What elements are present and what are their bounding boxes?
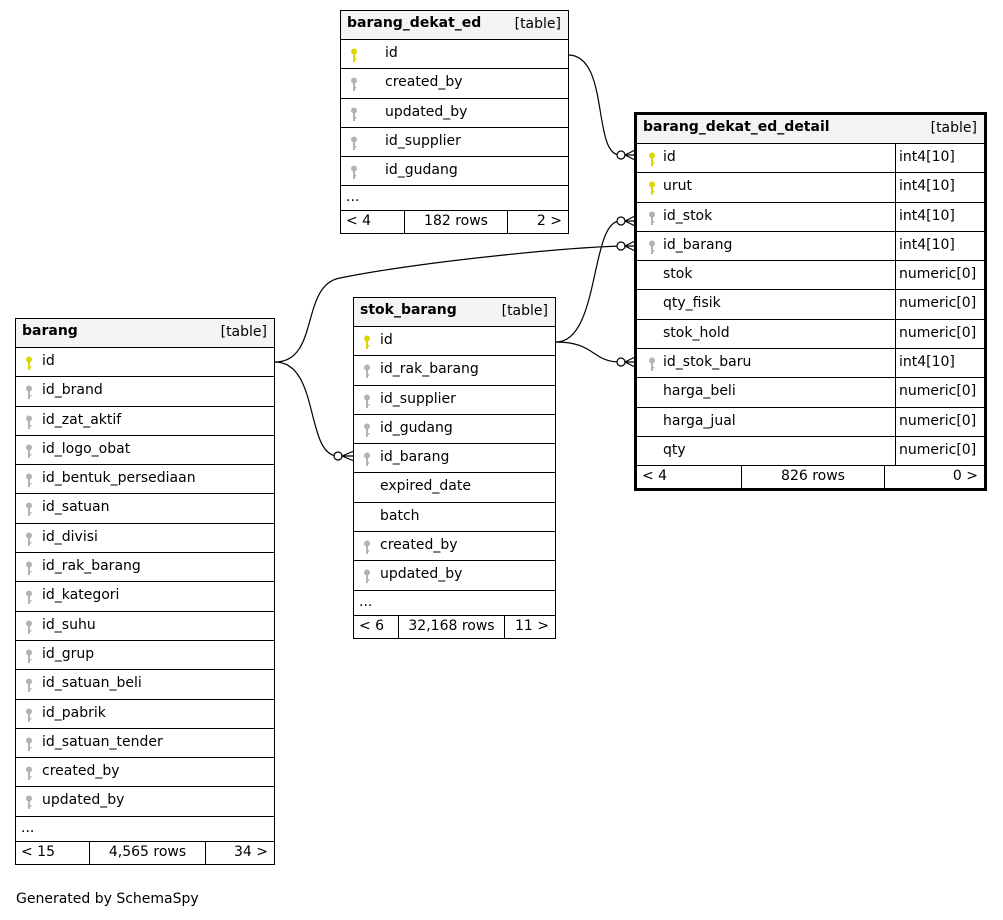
column-name: id_stok <box>663 207 713 224</box>
children-count-text: 11 > <box>515 617 549 634</box>
column-name: id_satuan <box>42 499 110 516</box>
column-row[interactable] <box>354 386 555 415</box>
optional-marker <box>617 151 625 159</box>
parents-count[interactable] <box>341 211 404 233</box>
column-row[interactable] <box>16 407 274 436</box>
foreign-key-icon <box>648 357 656 376</box>
optional-marker <box>617 242 625 250</box>
column-name: harga_beli <box>663 383 736 400</box>
row-count: 826 rows <box>741 466 884 488</box>
column-name: id_satuan_beli <box>42 675 142 692</box>
link-stok-barang-id-to-detail-id-stok <box>556 221 620 342</box>
table-type: [table] <box>514 16 561 32</box>
column-row[interactable] <box>16 787 274 816</box>
column-row[interactable] <box>16 700 274 729</box>
column-name: id_zat_aktif <box>42 411 122 428</box>
parents-count-text: < 6 <box>359 617 385 634</box>
optional-marker <box>334 452 342 460</box>
column-row[interactable] <box>341 69 568 98</box>
column-row[interactable] <box>16 436 274 465</box>
foreign-key-icon <box>25 649 33 668</box>
column-name: stok_hold <box>663 324 730 341</box>
foreign-key-icon <box>25 561 33 580</box>
column-row[interactable] <box>16 670 274 699</box>
column-row[interactable] <box>637 261 984 290</box>
column-name: updated_by <box>380 566 463 583</box>
row-count: 32,168 rows <box>398 616 504 638</box>
column-name: id_rak_barang <box>42 558 141 575</box>
column-name: id_satuan_tender <box>42 733 163 750</box>
column-row[interactable] <box>354 356 555 385</box>
column-name: id_gudang <box>385 162 458 179</box>
column-type: int4[10] <box>895 232 984 260</box>
primary-key-icon <box>648 152 656 171</box>
column-type: numeric[0] <box>895 320 984 348</box>
column-row[interactable] <box>341 40 568 69</box>
column-name: id_supplier <box>385 132 461 149</box>
foreign-key-icon <box>25 444 33 463</box>
column-row[interactable] <box>354 532 555 561</box>
more-columns-ellipsis <box>354 591 555 616</box>
foreign-key-icon <box>25 766 33 785</box>
column-row[interactable] <box>637 320 984 349</box>
column-type: int4[10] <box>895 173 984 201</box>
column-name: id <box>42 353 55 369</box>
foreign-key-icon <box>25 708 33 727</box>
table-header <box>341 11 568 40</box>
column-type: numeric[0] <box>895 378 984 406</box>
column-name: created_by <box>380 537 458 554</box>
column-row[interactable] <box>16 494 274 523</box>
column-row[interactable] <box>637 408 984 437</box>
column-name: created_by <box>42 763 120 780</box>
column-row[interactable] <box>16 465 274 494</box>
parents-count[interactable] <box>16 842 89 864</box>
column-name: id_divisi <box>42 528 98 545</box>
column-list <box>637 144 984 466</box>
column-type: numeric[0] <box>895 408 984 436</box>
more-columns-ellipsis <box>341 186 568 211</box>
column-name: id_logo_obat <box>42 440 131 457</box>
column-row[interactable] <box>637 437 984 466</box>
link-barang-id-to-stok-barang-id-barang <box>275 362 338 456</box>
link-barang-dekat-ed-id-to-detail-id <box>568 55 620 155</box>
column-name: batch <box>380 507 420 524</box>
column-name: id_kategori <box>42 587 120 604</box>
column-row[interactable] <box>341 99 568 128</box>
column-name: created_by <box>385 74 463 91</box>
link-stok-barang-id-to-detail-id-stok-baru <box>556 342 620 362</box>
children-count[interactable] <box>884 466 984 488</box>
ellipsis-text: ... <box>21 819 35 836</box>
foreign-key-icon <box>363 364 371 383</box>
column-row[interactable] <box>637 203 984 232</box>
column-name: id_barang <box>663 236 733 253</box>
row-count: 182 rows <box>404 211 507 233</box>
foreign-key-icon <box>363 423 371 442</box>
foreign-key-icon <box>363 569 371 588</box>
column-name: expired_date <box>380 478 471 495</box>
foreign-key-icon <box>350 136 358 155</box>
column-name: id <box>663 149 676 165</box>
primary-key-icon <box>350 48 358 67</box>
column-row[interactable] <box>16 348 274 377</box>
column-name: updated_by <box>42 792 125 809</box>
column-row[interactable] <box>354 327 555 356</box>
column-row[interactable] <box>16 524 274 553</box>
generated-by-note: Generated by SchemaSpy <box>16 891 199 907</box>
table-name: barang <box>22 323 78 339</box>
column-row[interactable] <box>637 144 984 173</box>
optional-marker <box>617 358 625 366</box>
table-type: [table] <box>220 324 267 340</box>
column-row[interactable] <box>637 290 984 319</box>
column-row[interactable] <box>341 128 568 157</box>
parents-count[interactable] <box>354 616 398 638</box>
foreign-key-icon <box>350 165 358 184</box>
column-row[interactable] <box>637 232 984 261</box>
column-name: id <box>380 332 393 348</box>
column-name: qty_fisik <box>663 295 721 312</box>
foreign-key-icon <box>350 77 358 96</box>
parents-count[interactable] <box>637 466 741 488</box>
primary-key-icon <box>25 356 33 375</box>
children-count[interactable] <box>205 842 274 864</box>
column-row[interactable] <box>637 173 984 202</box>
column-name: id_rak_barang <box>380 361 479 378</box>
more-columns-ellipsis <box>16 817 274 842</box>
foreign-key-icon <box>25 385 33 404</box>
column-name: id_barang <box>380 449 450 466</box>
table-stok-barang[interactable] <box>353 297 556 639</box>
column-row[interactable] <box>16 729 274 758</box>
column-row[interactable] <box>16 758 274 787</box>
table-barang-dekat-ed[interactable] <box>340 10 569 234</box>
foreign-key-icon <box>25 678 33 697</box>
column-name: id_stok_baru <box>663 354 752 371</box>
column-row[interactable] <box>637 378 984 407</box>
table-header <box>354 298 555 327</box>
column-type: int4[10] <box>895 203 984 231</box>
table-name: barang_dekat_ed <box>347 15 482 31</box>
parents-count-text: < 4 <box>642 468 668 485</box>
foreign-key-icon <box>350 107 358 126</box>
table-header <box>637 115 984 144</box>
children-count[interactable] <box>504 616 555 638</box>
primary-key-icon <box>648 181 656 200</box>
row-count: 4,565 rows <box>89 842 205 864</box>
foreign-key-icon <box>363 394 371 413</box>
column-name: harga_jual <box>663 412 736 429</box>
foreign-key-icon <box>25 737 33 756</box>
table-barang[interactable] <box>15 318 275 865</box>
column-name: updated_by <box>385 103 468 120</box>
table-header <box>16 319 274 348</box>
column-row[interactable] <box>354 473 555 502</box>
table-name: barang_dekat_ed_detail <box>643 119 830 135</box>
ellipsis-text: ... <box>346 189 360 206</box>
column-row[interactable] <box>341 157 568 186</box>
table-footer <box>16 842 274 864</box>
foreign-key-icon <box>25 502 33 521</box>
column-row[interactable] <box>16 582 274 611</box>
table-footer <box>341 211 568 233</box>
children-count-text: 34 > <box>234 843 268 860</box>
foreign-key-icon <box>648 240 656 259</box>
column-row[interactable] <box>637 349 984 378</box>
column-type: numeric[0] <box>895 261 984 289</box>
foreign-key-icon <box>25 473 33 492</box>
parents-count-text: < 4 <box>346 213 372 230</box>
column-row[interactable] <box>16 641 274 670</box>
column-row[interactable] <box>354 561 555 590</box>
table-type: [table] <box>930 120 977 136</box>
column-type: int4[10] <box>895 349 984 377</box>
column-row[interactable] <box>354 503 555 532</box>
column-name: id_brand <box>42 382 103 399</box>
foreign-key-icon <box>25 795 33 814</box>
column-type: numeric[0] <box>895 437 984 465</box>
table-footer <box>354 616 555 638</box>
foreign-key-icon <box>648 211 656 230</box>
column-name: qty <box>663 441 686 458</box>
foreign-key-icon <box>363 452 371 471</box>
table-type: [table] <box>501 303 548 319</box>
foreign-key-icon <box>363 540 371 559</box>
column-row[interactable] <box>354 444 555 473</box>
children-count[interactable] <box>507 211 568 233</box>
column-type: int4[10] <box>895 144 984 172</box>
foreign-key-icon <box>25 415 33 434</box>
column-list <box>354 327 555 591</box>
column-row[interactable] <box>16 553 274 582</box>
children-count-text: 0 > <box>952 468 978 485</box>
column-type: numeric[0] <box>895 290 984 318</box>
table-footer <box>637 466 984 488</box>
column-list <box>16 348 274 817</box>
foreign-key-icon <box>25 532 33 551</box>
column-name: id_pabrik <box>42 704 106 721</box>
optional-marker <box>617 217 625 225</box>
table-name: stok_barang <box>360 302 457 318</box>
column-name: id_suhu <box>42 616 96 633</box>
column-list <box>341 40 568 186</box>
column-row[interactable] <box>16 377 274 406</box>
column-name: id_bentuk_persediaan <box>42 470 196 487</box>
column-name: id_gudang <box>380 419 453 436</box>
column-row[interactable] <box>16 612 274 641</box>
parents-count-text: < 15 <box>21 843 55 860</box>
column-name: urut <box>663 178 692 195</box>
table-barang-dekat-ed-detail[interactable] <box>634 112 987 491</box>
ellipsis-text: ... <box>359 593 373 610</box>
foreign-key-icon <box>25 620 33 639</box>
column-row[interactable] <box>354 415 555 444</box>
column-name: id_grup <box>42 645 95 662</box>
column-name: id <box>385 45 398 61</box>
primary-key-icon <box>363 335 371 354</box>
column-name: id_supplier <box>380 390 456 407</box>
children-count-text: 2 > <box>536 213 562 230</box>
column-name: stok <box>663 266 693 283</box>
foreign-key-icon <box>25 590 33 609</box>
